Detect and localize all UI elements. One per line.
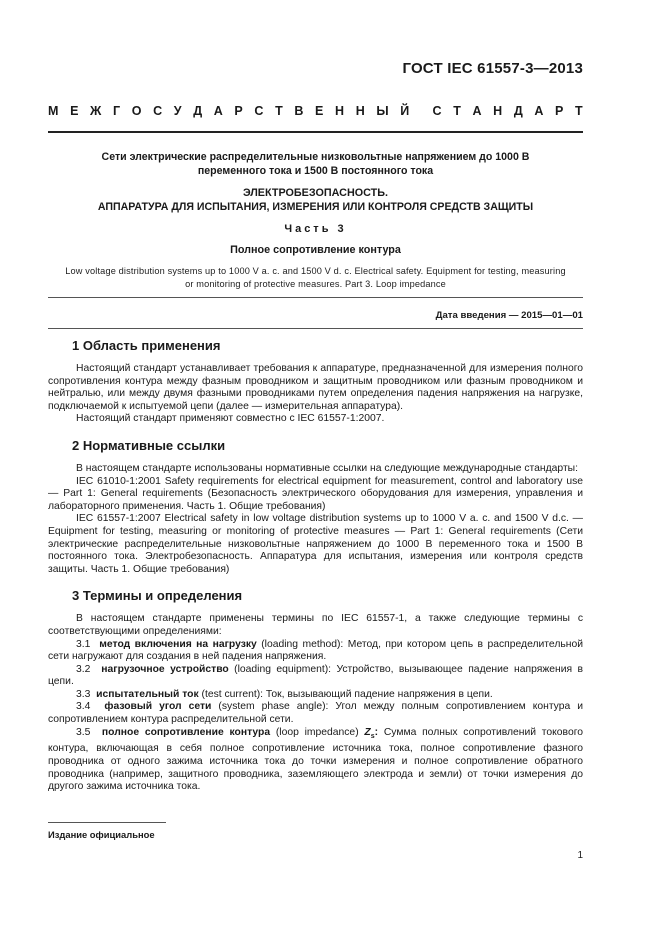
banner-letter: А <box>213 104 223 118</box>
paragraph <box>48 413 583 426</box>
paragraph-text: Настоящий стандарт устанавливает требования к аппаратуре, предназначенной для измерения полного сопротивления контура между фазным проводником и защитным проводником или фазным проводником и нейтралью, или между двумя фазными проводниками путем определения падения напряжения на нагрузке, подключаемой к испытуемой цепи (далее — измерительная аппаратура). <box>48 363 583 412</box>
symbol-colon: : <box>374 726 379 738</box>
title-ru-line1: Сети электрические распределительные низковольтные напряжением до 1000 В <box>101 151 530 163</box>
paragraph <box>48 463 583 476</box>
banner-letter: Г <box>113 104 121 118</box>
part-label: Часть 3 <box>284 223 347 235</box>
definition-paragraph <box>48 701 583 726</box>
edition-label: Издание официальное <box>48 829 155 840</box>
section-2 <box>48 438 583 576</box>
paragraph-text: В настоящем стандарте использованы нормативные ссылки на следующие международные стандарты: <box>76 462 578 474</box>
banner-letter: Р <box>555 104 564 118</box>
banner-letter: Й <box>400 104 410 118</box>
section-3 <box>48 588 583 793</box>
banner-letter: О <box>131 104 142 118</box>
banner-letter: Т <box>275 104 283 118</box>
paragraph-text: (loading method): Метод, при котором цепь в распределительной сети нагружают для создания в ней падения напряжения. <box>48 638 583 663</box>
clause-number: 3.5 <box>76 726 91 738</box>
paragraph-text: IEC 61557-1:2007 Electrical safety in low voltage distribution systems up to 1000 V a. c. and 1500 V d.c. — Equipment for testing, measuring or monitoring of protective measures — Part 1: General requirements (Сети электрические распределительные низковольтные напряжением до 1000 В переменного тока и 1500 В постоянного тока. Электробезопасность. Аппаратура для испытания, измерения или контроля средств защиты. Часть 1. Общие требования) <box>48 513 583 575</box>
banner-rule <box>48 131 583 133</box>
title-ru-line2: переменного тока и 1500 В постоянного тока <box>197 164 434 177</box>
paragraph <box>48 476 583 514</box>
paragraph <box>48 613 583 638</box>
banner-letter: У <box>173 104 182 118</box>
banner-letter: С <box>254 104 264 118</box>
banner-letter: С <box>153 104 163 118</box>
part-title: Полное сопротивление контура <box>230 244 401 256</box>
paragraph-text-continued: Сумма полных сопротивлений токового контура, включающая в себя полное сопротивление источника тока, полное сопротивление фазного проводника от одного зажима источника тока до точки измерения и полное сопротивление обратного проводника (например, защитного проводника, заземляющего электрода и земли) от точки измерения до другого зажима источника тока. <box>48 726 583 793</box>
banner-letter: С <box>432 104 442 118</box>
title-main-line1: ЭЛЕКТРОБЕЗОПАСНОСТЬ. <box>242 187 389 199</box>
banner-letter: Р <box>234 104 243 118</box>
banner-letter: Д <box>513 104 523 118</box>
banner-letter: Е <box>315 104 324 118</box>
paragraph <box>48 513 583 576</box>
banner-letter: А <box>472 104 482 118</box>
clause-number: 3.1 <box>76 638 91 650</box>
symbol-subscript: s <box>370 732 375 740</box>
term-name: метод включения на нагрузку <box>99 638 257 650</box>
clause-number: 3.4 <box>76 701 91 713</box>
banner-letter: Н <box>355 104 365 118</box>
title-en-line1: Low voltage distribution systems up to 1000 V a. c. and 1500 V d. c. Electrical safety. Equipment for testing, measuring <box>65 266 566 276</box>
banner-letter: Д <box>193 104 203 118</box>
paragraph-text: Настоящий стандарт применяют совместно с IEC 61557-1:2007. <box>76 413 385 425</box>
banner-letter: Н <box>335 104 345 118</box>
paragraph-text: (system phase angle): Угол между полным сопротивлением контура и сопротивлением контура распределительной сети. <box>48 701 584 726</box>
paragraph <box>48 363 583 413</box>
definition-paragraph <box>48 727 583 794</box>
banner-letter: В <box>294 104 304 118</box>
standard-banner <box>48 104 583 118</box>
banner-letter: Е <box>70 104 79 118</box>
term-name: фазовый угол сети <box>104 701 212 713</box>
title-block <box>48 151 583 291</box>
paragraph-text: (loading equipment): Устройство, вызывающее падение напряжения в цепи. <box>48 663 584 688</box>
clause-number: 3.3 <box>76 688 91 700</box>
paragraph-text: В настоящем стандарте применены термины по IEC 61557-1, а также следующие термины с соответствующими определениями: <box>48 613 583 637</box>
section-1 <box>48 338 583 426</box>
term-name: нагрузочное устройство <box>101 663 229 675</box>
paragraph-text: (test current): Ток, вызывающий падение напряжения в цепи. <box>198 688 493 700</box>
banner-letter: Ж <box>90 104 102 118</box>
introduction-date: Дата введения — 2015—01—01 <box>435 310 583 321</box>
banner-letter: Т <box>453 104 461 118</box>
document-body <box>48 338 583 806</box>
term-name: полное сопротивление контура <box>101 726 271 738</box>
paragraph-text: IEC 61010-1:2001 Safety requirements for electrical equipment for measurement, control and laboratory use — Part 1: General requirements (Безопасность электрического оборудования для измерения, управления и лабораторного применения. Часть 1. Общие требования) <box>48 475 583 512</box>
section-heading: 3 Термины и определения <box>72 588 243 604</box>
definition-paragraph <box>48 664 583 689</box>
symbol: Z <box>364 726 371 738</box>
title-en-line2: or monitoring of protective measures. Part 3. Loop impedance <box>185 279 446 289</box>
banner-letter: Т <box>575 104 583 118</box>
title-en <box>48 265 583 291</box>
title-rule <box>48 297 583 298</box>
banner-letter: М <box>48 104 59 118</box>
banner-letter: А <box>534 104 544 118</box>
banner-letter: Н <box>493 104 503 118</box>
title-main-line2: АППАРАТУРА ДЛЯ ИСПЫТАНИЯ, ИЗМЕРЕНИЯ ИЛИ КОНТРОЛЯ СРЕДСТВ ЗАЩИТЫ <box>97 200 534 213</box>
clause-number: 3.2 <box>76 663 91 675</box>
footer-rule <box>48 822 166 823</box>
date-rule <box>48 328 583 329</box>
paragraph-text: (loop impedance) <box>270 726 365 738</box>
term-name: испытательный ток <box>96 688 199 700</box>
definition-paragraph <box>48 689 583 702</box>
banner-letter: Ы <box>376 104 389 118</box>
page-number: 1 <box>577 850 583 861</box>
definition-paragraph <box>48 639 583 664</box>
section-heading: 1 Область применения <box>72 338 221 353</box>
document-number: ГОСТ IEC 61557-3—2013 <box>402 60 583 77</box>
section-heading: 2 Нормативные ссылки <box>72 437 226 453</box>
